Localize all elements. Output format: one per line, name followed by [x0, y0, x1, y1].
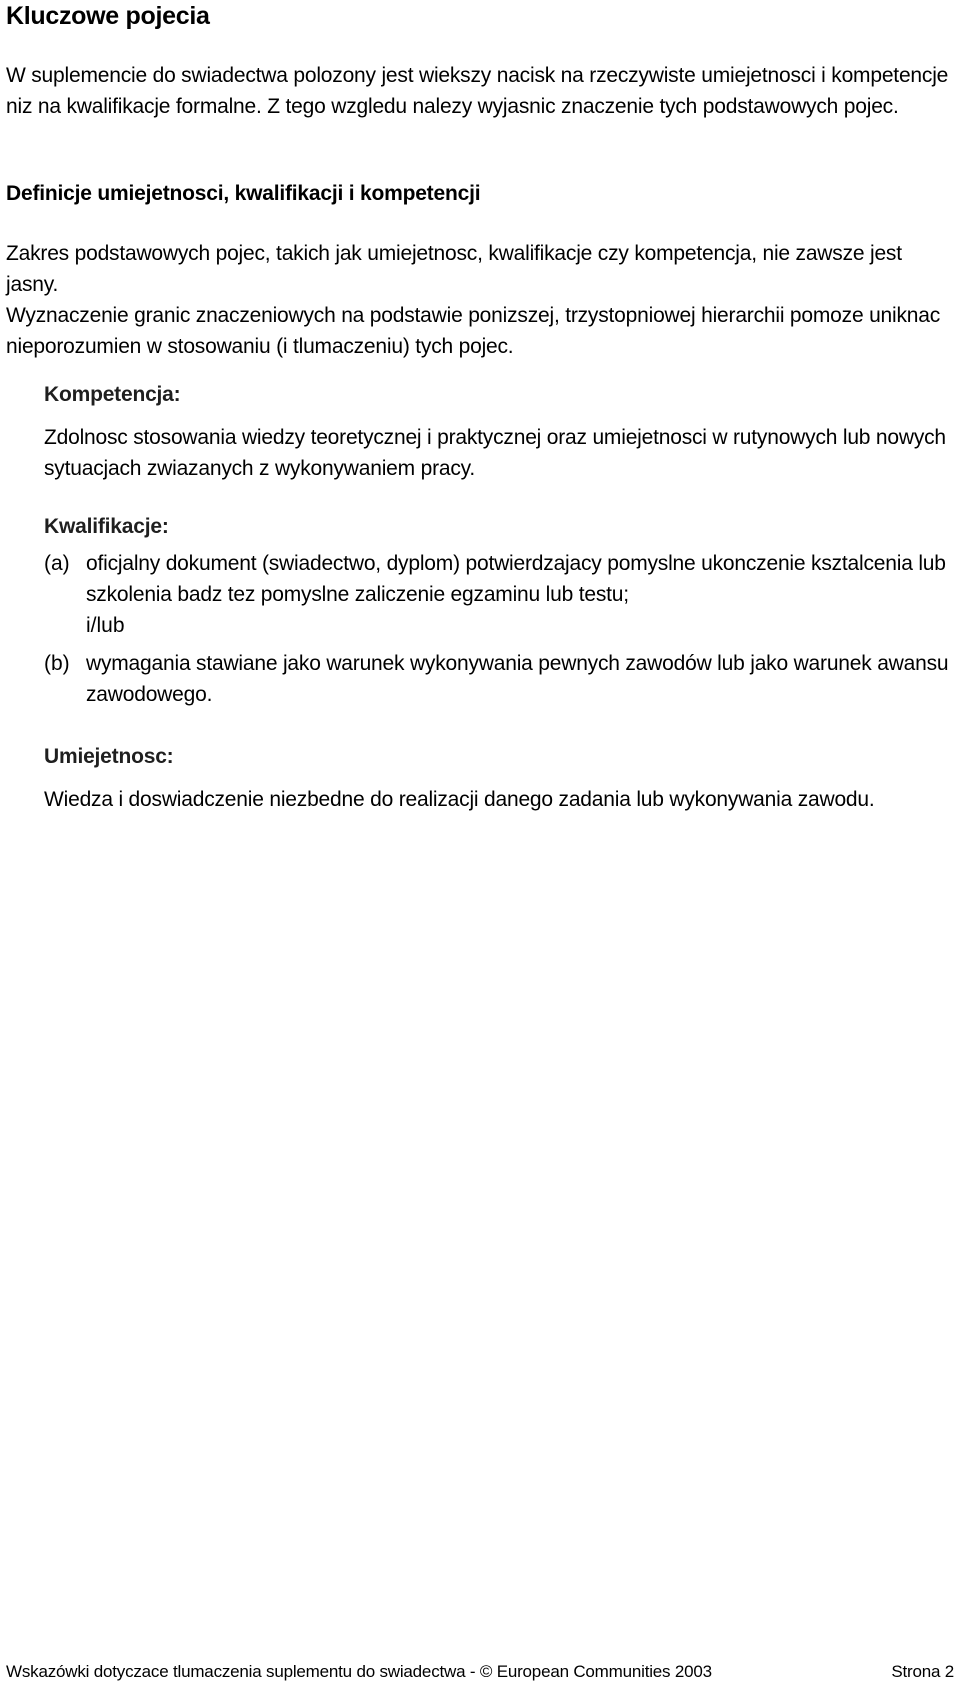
intro-paragraph: W suplemencie do swiadectwa polozony jest wiekszy nacisk na rzeczywiste umiejetnosci i kompetencje niz na kwalifikacje formalne. Z tego wzgledu nalezy wyjasnic znaczenie tych podstawowych pojec. — [6, 64, 949, 118]
page-number: Strona 2 — [891, 1662, 954, 1681]
hierarchy-paragraph: Wyznaczenie granic znaczeniowych na podstawie ponizszej, trzystopniowej hierarchii pomoze uniknac nieporozumien w stosowaniu (i tlumaczeniu) tych pojec. — [6, 304, 941, 358]
list-item-marker: (a) — [44, 552, 70, 575]
footer-source: Wskazówki dotyczace tlumaczenia suplementu do swiadectwa - © European Communities 2003 — [6, 1662, 712, 1681]
page-title: Kluczowe pojecia — [6, 2, 210, 30]
definitions-heading: Definicje umiejetnosci, kwalifikacji i kompetencji — [6, 182, 481, 205]
competence-label: Kompetencja: — [44, 383, 181, 406]
qualifications-label: Kwalifikacje: — [44, 515, 169, 538]
scope-paragraph: Zakres podstawowych pojec, takich jak umiejetnosc, kwalifikacje czy kompetencja, nie zawsze jest jasny. — [6, 242, 902, 296]
list-item: wymagania stawiane jako warunek wykonywania pewnych zawodów lub jako warunek awansu zawodowego. — [86, 652, 949, 706]
list-item-marker: (b) — [44, 652, 70, 675]
and-or-connector: i/lub — [86, 614, 125, 637]
competence-definition: Zdolnosc stosowania wiedzy teoretycznej i praktycznej oraz umiejetnosci w rutynowych lub nowych sytuacjach zwiazanych z wykonywaniem pracy. — [44, 426, 946, 480]
skill-label: Umiejetnosc: — [44, 745, 174, 768]
list-item: oficjalny dokument (swiadectwo, dyplom) potwierdzajacy pomyslne ukonczenie ksztalcenia lub szkolenia badz tez pomyslne zaliczenie egzaminu lub testu; — [86, 552, 946, 606]
skill-definition: Wiedza i doswiadczenie niezbedne do realizacji danego zadania lub wykonywania zawodu. — [44, 788, 875, 811]
